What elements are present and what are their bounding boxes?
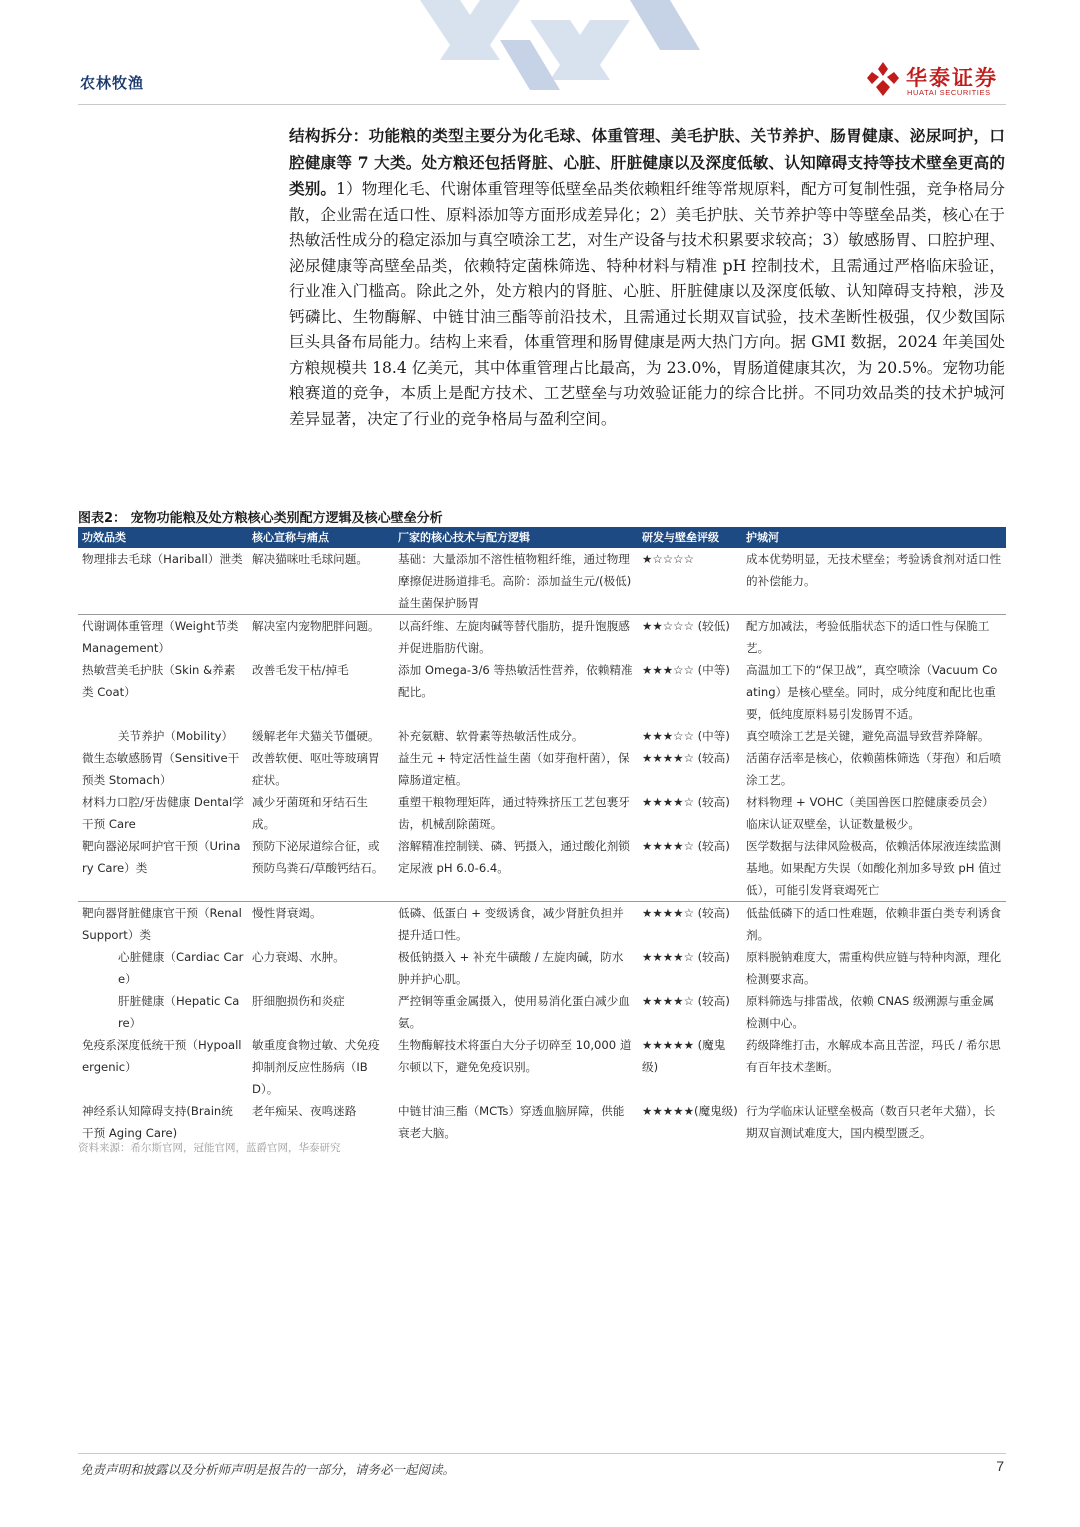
table-row — [78, 615, 1006, 660]
cell-category: 靶向器肾脏健康官干预（Renal Support）类 — [82, 906, 242, 942]
cell-moat: 医学数据与法律风险极高，依赖活体尿液连续监测基地。如果配方失误（如酸化剂加多导致 pH 值过低），可能引发肾衰竭死亡 — [742, 835, 1006, 902]
logo-mark-icon — [866, 60, 900, 98]
cell-category: 免疫系深度低统干预（Hypoallergenic） — [82, 1038, 242, 1074]
cell-rating: ★★★★☆ (较高) — [638, 835, 742, 902]
col-header-rating: 研发与壁垒评级 — [638, 527, 742, 548]
body-bold-text: 结构拆分：功能粮的类型主要分为化毛球、体重管理、美毛护肤、关节养护、肠胃健康、泌尿呵护，口腔健康等 7 大类。处方粮还包括肾脏、心脏、肝脏健康以及深度低敏、认知障碍支持等技术壁垒更高的类别。 — [289, 126, 1005, 198]
cell-category: 物理排去毛球（Hariball）泄类 — [78, 548, 248, 615]
table-row — [78, 1034, 1006, 1100]
body-regular-text: 1）物理化毛、代谢体重管理等低壁垒品类依赖粗纤维等常规原料，配方可复制性强，竞争格局分散，企业需在适口性、原料添加等方面形成差异化；2）美毛护肤、关节养护等中等壁垒品类，核心在于热敏活性成分的稳定添加与真空喷涂工艺，对生产设备与技术积累要求较高；3）敏感肠胃、口腔护理、泌尿健康等高壁垒品类，依赖特定菌株筛选、特种材料与精准 pH 控制技术，且需通过严格临床验证，行业准入门槛高。除此之外，处方粮内的肾脏、心脏、肝脏健康以及深度低敏、认知障碍支持粮，涉及钙磷比、生物酶解、中链甘油三酯等前沿技术，且需通过长期双盲试验，技术垄断性极强，仅少数国际巨头具备布局能力。结构上来看，体重管理和肠胃健康是两大热门方向。据 GMI 数据，2024 年美国处方粮规模共 18.4 亿美元，其中体重管理占比最高，为 23.0%，胃肠道健康其次，为 20.5%。宠物功能粮赛道的竞争，本质上是配方技术、工艺壁垒与功效验证能力的综合比拼。不同功效品类的技术护城河差异显著，决定了行业的竞争格局与盈利空间。 — [289, 180, 1005, 428]
cell-category: 心脏健康（Cardiac Care） — [118, 950, 244, 986]
cell-rating: ★★★★★ (魔鬼级) — [642, 1038, 726, 1074]
table-row — [78, 725, 1006, 747]
cell-rating: ★★★★★(魔鬼级) — [642, 1104, 738, 1118]
table-row — [78, 946, 1006, 990]
analysis-table — [78, 527, 1006, 1144]
cell-tech: 补充氨糖、软骨素等热敏活性成分。 — [398, 729, 584, 743]
figure-title: 图表2： 宠物功能粮及处方粮核心类别配方逻辑及核心壁垒分析 — [78, 511, 443, 526]
table-row — [78, 548, 1006, 615]
col-header-moat: 护城河 — [742, 527, 1006, 548]
cell-claim: 改善毛发干枯/掉毛 — [252, 663, 349, 677]
col-header-tech: 厂家的核心技术与配方逻辑 — [394, 527, 638, 548]
cell-tech: 益生元 + 特定活性益生菌（如芽孢杆菌），保障肠道定植。 — [398, 751, 630, 787]
table-header-row — [78, 527, 1006, 548]
cell-category: 代谢调体重管理（Weight节类 Management） — [82, 619, 239, 655]
cell-moat: 配方加减法，考验低脂状态下的适口性与保脆工艺。 — [746, 619, 990, 655]
table-row — [78, 659, 1006, 725]
cell-rating: ★★★★☆ (较高) — [642, 994, 730, 1008]
cell-claim: 肝细胞损伤和炎症 — [252, 994, 345, 1008]
cell-claim: 解决猫咪吐毛球问题。 — [248, 548, 394, 615]
cell-moat: 低盐低磷下的适口性难题，依赖非蛋白类专利诱食剂。 — [746, 906, 1002, 942]
logo-text-cn: 华泰证券 — [906, 66, 998, 90]
cell-rating: ★★★☆☆ (中等) — [642, 729, 730, 743]
cell-category: 微生态敏感肠胃（Sensitive干预类 Stomach） — [82, 751, 240, 787]
table-row — [78, 990, 1006, 1034]
cell-tech: 重塑干粮物理矩阵，通过特殊挤压工艺包裹牙齿，机械刮除菌斑。 — [398, 795, 630, 831]
col-header-claim: 核心宣称与痛点 — [248, 527, 394, 548]
cell-moat: 原料筛选与排雷战，依赖 CNAS 级溯源与重金属检测中心。 — [746, 994, 995, 1030]
cell-rating: ★★★★☆ (较高) — [642, 950, 730, 964]
table-body — [78, 548, 1006, 1144]
cell-rating: ★★★☆☆ (中等) — [642, 663, 730, 677]
table-row — [78, 835, 1006, 902]
cell-category: 肝脏健康（Hepatic Care） — [118, 994, 240, 1030]
cell-rating: ★★★★☆ (较高) — [642, 906, 730, 920]
cell-category: 神经系认知障碍支持(Brain统干预 Aging Care) — [82, 1104, 233, 1140]
cell-category: 热敏营美毛护肤（Skin &养素类 Coat） — [82, 663, 236, 699]
cell-claim: 减少牙菌斑和牙结石生成。 — [252, 795, 368, 831]
header-decoration — [380, 0, 720, 104]
footer-divider — [78, 1453, 1006, 1454]
col-header-category: 功效品类 — [78, 527, 248, 548]
cell-claim: 预防下泌尿道综合征，或预防鸟粪石/草酸钙结石。 — [248, 835, 394, 902]
cell-tech: 低磷、低蛋白 + 变级诱食，减少肾脏负担并提升适口性。 — [398, 906, 624, 942]
table-row — [78, 902, 1006, 947]
table-row — [78, 791, 1006, 835]
cell-moat: 行为学临床认证壁垒极高（数百只老年犬猫），长期双盲测试难度大，国内模型匮乏。 — [746, 1104, 996, 1140]
logo-text-en: HUATAI SECURITIES — [907, 88, 991, 97]
cell-moat: 原料脱钠难度大，需重构供应链与特种肉源，理化检测要求高。 — [746, 950, 1002, 986]
cell-tech: 溶解精准控制镁、磷、钙摄入，通过酸化剂锁定尿液 pH 6.0-6.4。 — [394, 835, 638, 902]
table-row — [78, 1100, 1006, 1144]
footer-disclaimer: 免责声明和披露以及分析师声明是报告的一部分，请务必一起阅读。 — [80, 1462, 456, 1477]
figure-source: 资料来源：希尔斯官网，冠能官网，蓝爵官网，华泰研究 — [78, 1142, 341, 1154]
cell-tech: 生物酶解技术将蛋白大分子切碎至 10,000 道尔顿以下，避免免疫识别。 — [398, 1038, 632, 1074]
cell-category: 材料力口腔/牙齿健康 Dental学干预 Care — [82, 795, 244, 831]
cell-claim: 慢性肾衰竭。 — [252, 906, 322, 920]
cell-claim: 敏重度食物过敏、犬免疫抑制剂反应性肠病（IBD）。 — [252, 1038, 380, 1096]
company-logo — [866, 60, 1006, 100]
cell-rating: ★★★★☆ (较高) — [642, 751, 730, 765]
cell-moat: 活菌存活率是核心，依赖菌株筛选（芽孢）和后喷涂工艺。 — [746, 751, 1002, 787]
cell-moat: 高温加工下的“保卫战”，真空喷涂（Vacuum Coating）是核心壁垒。同时，成分纯度和配比也重要，低纯度原料易引发肠胃不适。 — [746, 663, 998, 721]
cell-category: 关节养护（Mobility） — [118, 729, 234, 743]
cell-tech: 严控铜等重金属摄入，使用易消化蛋白减少血氨。 — [398, 994, 630, 1030]
cell-moat: 药级降维打击，水解成本高且苦涩，玛氏 / 希尔思有百年技术垄断。 — [746, 1038, 1001, 1074]
cell-rating: ★★☆☆☆ (较低) — [642, 619, 730, 633]
body-paragraph — [289, 123, 1005, 432]
cell-moat: 材料物理 + VOHC（美国兽医口腔健康委员会）临床认证双壁垒，认证数量极少。 — [746, 795, 994, 831]
cell-tech: 添加 Omega-3/6 等热敏活性营养，依赖精准配比。 — [398, 663, 633, 699]
section-label: 农林牧渔 — [80, 74, 145, 92]
page-number: 7 — [996, 1458, 1004, 1474]
cell-claim: 改善软便、呕吐等玻璃胃症状。 — [252, 751, 380, 787]
cell-moat: 成本优势明显，无技术壁垒；考验诱食剂对适口性的补偿能力。 — [742, 548, 1006, 615]
cell-claim: 心力衰竭、水肿。 — [252, 950, 345, 964]
cell-tech: 极低钠摄入 + 补充牛磺酸 / 左旋肉碱，防水肿并护心肌。 — [398, 950, 624, 986]
header-divider — [78, 104, 1006, 105]
cell-tech: 基础：大量添加不溶性植物粗纤维，通过物理摩擦促进肠道排毛。高阶：添加益生元/(极低)益生菌保护肠胃 — [394, 548, 638, 615]
table-row — [78, 747, 1006, 791]
cell-tech: 以高纤维、左旋肉碱等替代脂肪，提升饱腹感并促进脂肪代谢。 — [398, 619, 630, 655]
cell-rating: ★☆☆☆☆ — [638, 548, 742, 615]
cell-claim: 解决室内宠物肥胖问题。 — [252, 619, 380, 633]
cell-category: 靶向器泌尿呵护官干预（Urinary Care）类 — [78, 835, 248, 902]
cell-tech: 中链甘油三酯（MCTs）穿透血脑屏障，供能衰老大脑。 — [398, 1104, 625, 1140]
cell-moat: 真空喷涂工艺是关键，避免高温导致营养降解。 — [746, 729, 990, 743]
cell-claim: 老年痴呆、夜鸣迷路 — [252, 1104, 357, 1118]
cell-rating: ★★★★☆ (较高) — [642, 795, 730, 809]
cell-claim: 缓解老年犬猫关节僵硬。 — [252, 729, 380, 743]
